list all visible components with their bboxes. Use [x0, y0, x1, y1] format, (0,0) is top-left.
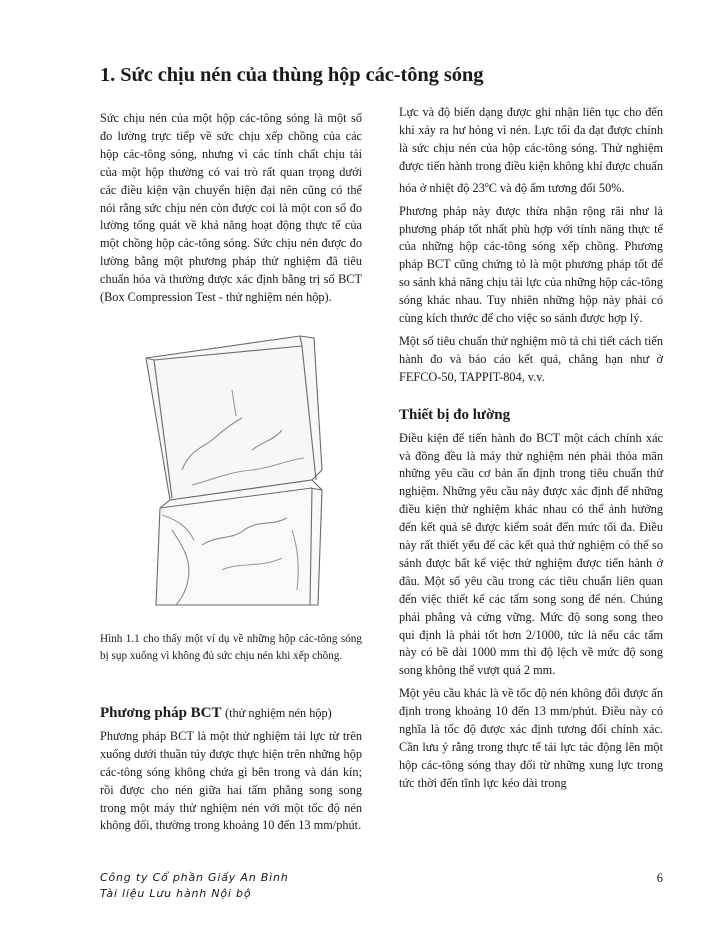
intro-paragraph: Sức chịu nén của một hộp các-tông sóng là một số đo lường trực tiếp về sức chịu xếp chồng của các hộp các-tông sóng, nhưng vì các tính chất chịu tải của một hộp thường có vai trò rất quan trọng dưới các điều kiện vận chuyển hiện đại nên cũng có thể nói rằng sức chịu nén còn được coi là một con số đo lường tổng quát về khả năng hoạt động thực tế của một chồng hộp các-tông sóng. Sức chịu nén được đo lường bằng một phương pháp thử nghiệm đã tiêu chuẩn hóa và thường được xác định bằng trị số BCT (Box Compression Test - thử nghiệm nén hộp). [100, 111, 362, 305]
equipment-heading: Thiết bị đo lường [399, 406, 511, 423]
footer-note: Tài liệu Lưu hành Nội bộ [100, 887, 252, 900]
standards-paragraph: Một số tiêu chuẩn thử nghiệm mô tả chi tiết cách tiến hành đo và báo cáo kết quả, chẳng hạn như ở FEFCO-50, TAPPIT-804, v.v. [399, 333, 663, 384]
page-number: 6 [656, 871, 663, 885]
bct-heading [100, 705, 362, 723]
right-column [399, 104, 663, 798]
caption-text: Hình 1.1 cho thấy một ví dụ về những hộp các-tông sóng bị sụp xuống vì không đủ sức chịu nén khi xếp chồng. [100, 633, 362, 662]
speed-paragraph: Một yêu cầu khác là về tốc độ nén không đổi được ấn định trong khoảng 10 đến 13 mm/phút. Điều này có nghĩa là tốc độ được xác định tương đối chính xác. Cần lưu ý rằng trong thực tế tải lực tác động lên một hộp các-tông sóng thay đổi từ những xung lực trong tức thời đến tĩnh lực kéo dài trong [399, 686, 663, 790]
bct-section [100, 705, 362, 840]
measurement-text: Lực và độ biến dạng được ghi nhận liên tục cho đến khi xảy ra hư hỏng vì nén. Lực tối đa đạt được chính là sức chịu nén của hộp các-tông sóng. Thử nghiệm được tiến hành trong điều kiện không khí được chuẩn hóa ở nhiệt độ 23 [399, 105, 663, 195]
footer-company: Công ty Cổ phần Giấy An Bình [100, 871, 289, 884]
bct-paragraph: Phương pháp BCT là một thử nghiệm tải lực từ trên xuống dưới thuần túy được thực hiện trên những hộp các-tông sóng không chứa gì bên trong và dán kín; rồi được cho nén giữa hai tấm phẳng song song trong một máy thử nghiệm nén với một tốc độ nén không đổi, thường trong khoảng 10 đến 13 mm/phút. [100, 728, 362, 833]
page-title: 1. Sức chịu nén của thùng hộp các-tông sóng [100, 64, 484, 86]
collapsed-boxes-figure [132, 330, 332, 615]
equipment-paragraph: Điều kiện để tiến hành đo BCT một cách chính xác và đồng đều là máy thử nghiệm nén phải thỏa mãn những yêu cầu cơ bản ấn định trong tiêu chuẩn thử nghiệm. Những yêu cầu này được xác định để những điều kiện thử nghiệm khác nhau có thể ảnh hưởng đến kết quả sẽ được kiểm soát đến mức tối đa. Điều này rất thiết yếu để các kết quả thử nghiệm có thể so sánh được bất kể việc thử nghiệm được tiến hành ở đâu. Một số yêu cầu trong các tiêu chuẩn liên quan đến việc thiết kế các tấm song song để nén. Chúng phải phẳng và cứng vững. Mức độ song song theo qui định là phải tốt hơn 2/1000, tức là nếu các tấm này có bề dài 1000 mm thì độ lệch về mức độ song song không thể vượt quá 2 mm. [399, 430, 663, 678]
page-footer [100, 870, 663, 902]
degree-sup: o [484, 179, 489, 189]
measurement-paragraph [399, 104, 663, 198]
bct-heading-note: (thử nghiệm nén hộp) [225, 706, 332, 720]
figure-caption [100, 631, 362, 669]
measurement-text-end: C và độ ẩm tương đối 50%. [488, 180, 625, 195]
left-column-top [100, 110, 362, 312]
method-paragraph: Phương pháp này được thừa nhận rộng rãi như là phương pháp tốt nhất phù hợp với tính năng thực tế của những hộp các-tông sóng xếp chồng. Phương pháp BCT cũng chứng tỏ là một phương pháp tốt để so sánh khả năng chịu tải lực của những hộp các-tông sóng khác nhau. Tuy nhiên những hộp này phải có cùng kích thước để cho việc so sánh được hợp lý. [399, 203, 663, 326]
bct-heading-title: Phương pháp BCT [100, 705, 222, 721]
